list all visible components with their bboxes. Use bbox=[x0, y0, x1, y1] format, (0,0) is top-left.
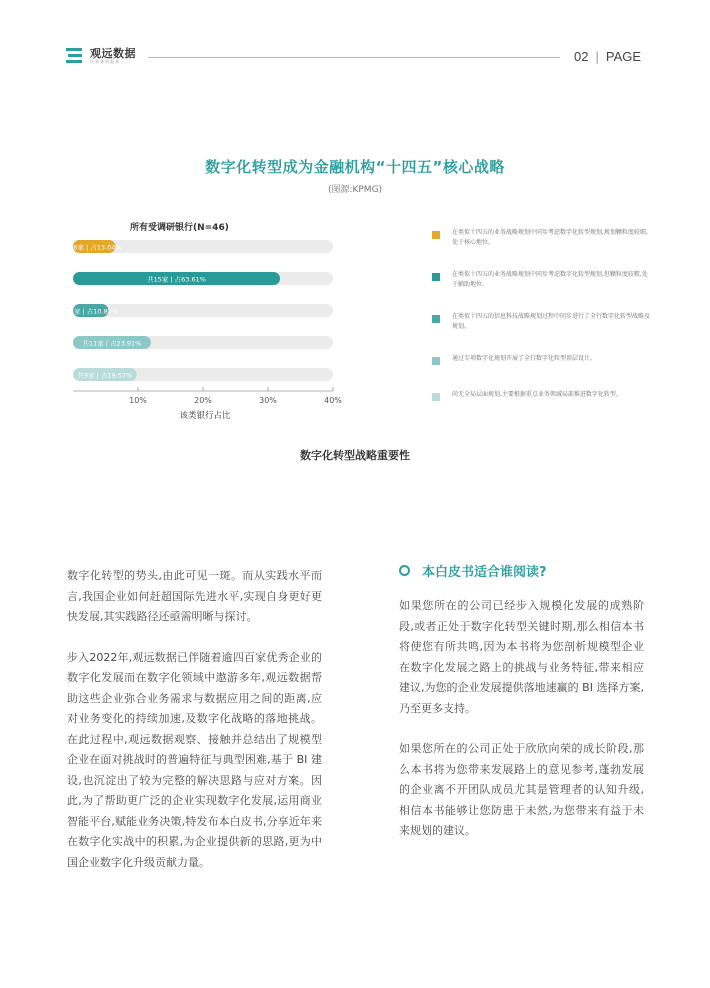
legend-swatch bbox=[432, 357, 440, 365]
left-column bbox=[67, 566, 322, 893]
body-paragraph: 如果您所在的公司正处于欣欣向荣的成长阶段,那么本书将为您带来发展路上的意见参考,蓬勃发展的企业离不开团队成员尤其是管理者的认知升级,相信本书能够让您防患于未然,为您带来有益于未来规划的建议。 bbox=[399, 742, 644, 837]
x-tick-label: 10% bbox=[129, 396, 147, 405]
figure-source: (图源:KPMG) bbox=[327, 185, 383, 195]
page-separator: | bbox=[595, 49, 599, 64]
legend-label: 在类似十四五的业务战略规划中同步考虑数字化转型规划,但颗粒度较粗,处于辅助地位。 bbox=[452, 271, 648, 288]
figure-title: 数字化转型成为金融机构“十四五”核心战略 bbox=[205, 158, 505, 176]
legend-swatch bbox=[432, 273, 440, 281]
bar-label: 共9家 | 占19.57% bbox=[77, 371, 133, 380]
body-paragraph: 数字化转型的势头,由此可见一斑。而从实践水平而言,我国企业如何赶超国际先进水平,实现自身更好更快发展,其实践路径还亟需明晰与探讨。 bbox=[67, 569, 322, 623]
figure-caption: 数字化转型战略重要性 bbox=[300, 449, 410, 462]
page-label: PAGE bbox=[605, 49, 642, 64]
legend-label: 在类似十四五的业务战略规划中同步考虑数字化转型规划,规划颗粒度较细,处于核心地位。 bbox=[452, 229, 648, 246]
legend-label: 在类似十四五的信息科技战略规划过程中同步进行了全行数字化转型战略及规划。 bbox=[452, 313, 651, 330]
chart-heading: 所有受调研银行(N=46) bbox=[130, 223, 229, 233]
legend-label: 通过专项数字化规划开展了全行数字化转型顶层设计。 bbox=[452, 355, 597, 362]
logo-icon bbox=[66, 47, 84, 65]
right-column bbox=[399, 596, 644, 862]
x-tick-label: 30% bbox=[259, 396, 277, 405]
legend-swatch bbox=[432, 393, 440, 401]
legend-swatch bbox=[432, 315, 440, 323]
bar-label: 共6家 | 占13.04% bbox=[66, 243, 122, 252]
bar-label: 共15家 | 占63.61% bbox=[147, 275, 206, 284]
legend-label: 尚无全局层面规划,主要根据重点业务领域局部推进数字化转型。 bbox=[452, 391, 622, 398]
circle-bullet-icon bbox=[399, 565, 410, 576]
x-tick-label: 20% bbox=[194, 396, 212, 405]
page-header bbox=[0, 0, 710, 80]
page-number: 02 bbox=[574, 49, 589, 64]
header-divider bbox=[148, 57, 560, 58]
page-indicator bbox=[574, 49, 641, 64]
logo-name: 观远数据 bbox=[90, 47, 136, 60]
legend-swatch bbox=[432, 231, 440, 239]
x-axis-label: 该类银行占比 bbox=[179, 411, 231, 421]
body-paragraph: 步入2022年,观远数据已伴随着逾四百家优秀企业的数字化发展而在数字化领域中遨游多年,观远数据帮助这些企业弥合业务需求与数据应用之间的距离,应对业务变化的持续加速,及数字化战略的落地挑战。在此过程中,观远数据观察、接触并总结出了规模型企业在面对挑战时的普遍特征与典型困难,基于 BI 建设,也沉淀出了较为完整的解决思路与应对方案。因此,为了帮助更广泛的企业实现数字化发展,运用商业智能平台,赋能业务决策,特发布本白皮书,分享近年来在数字化实战中的积累,为企业提供新的思路,更为中国企业数字化升级贡献力量。 bbox=[67, 650, 322, 869]
bar-label: 共11家 | 占23.91% bbox=[82, 339, 142, 348]
bar-label: 共5家 | 占10.87% bbox=[63, 307, 119, 316]
section-title: 本白皮书适合谁阅读? bbox=[422, 565, 547, 580]
body-paragraph: 如果您所在的公司已经步入规模化发展的成熟阶段,或者正处于数字化转型关键时期,那么相信本书将使您有所共鸣,因为本书将为您剖析规模型企业在数字化发展之路上的挑战与业务特征,带来相应建议,为您的企业发展提供落地速赢的 BI 选择方案,乃至更多支持。 bbox=[399, 599, 644, 715]
logo-tagline: 让业务用起来 bbox=[90, 59, 120, 64]
bar-chart bbox=[60, 216, 360, 431]
x-tick-label: 40% bbox=[324, 396, 342, 405]
